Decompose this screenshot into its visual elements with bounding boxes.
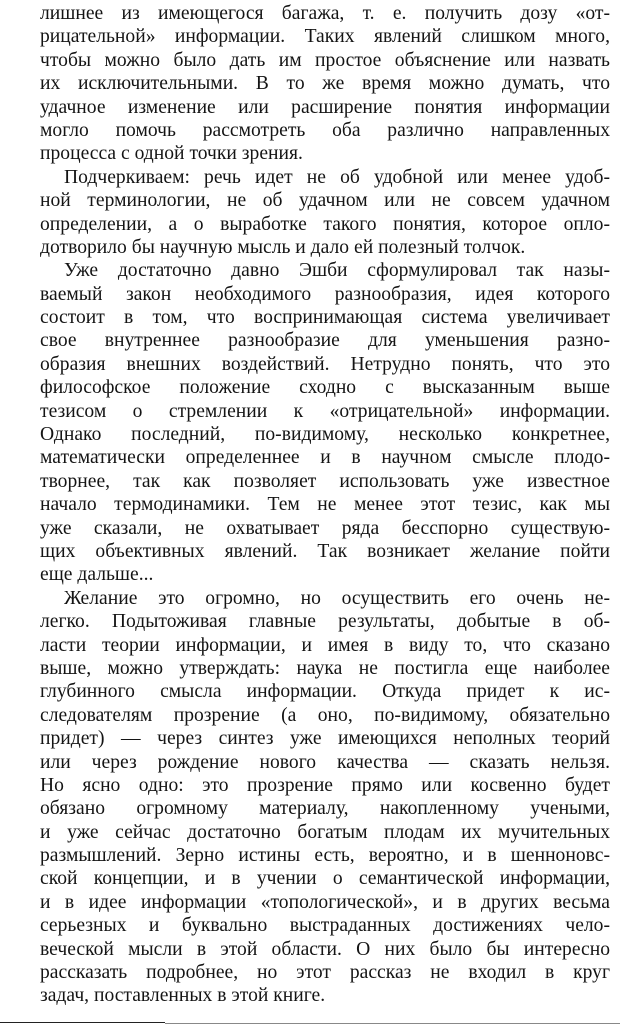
body-text (40, 2, 610, 1008)
text-line: чтобы можно было дать им простое объяснение или назвать (40, 49, 610, 71)
text-line: рицательной» информации. Таких явлений слишком много, (40, 26, 610, 48)
text-line: философское положение сходно с высказанным выше (40, 377, 610, 399)
text-line: определении, а о выработке такого понятия, которое опло- (40, 213, 610, 235)
text-line: ласти теории информации, и имея в виду то, что сказано (40, 634, 610, 656)
text-line: уже сказали, не охватывает ряда бесспорно существую- (40, 517, 610, 539)
text-line: процесса с одной точки зрения. (40, 143, 303, 165)
paragraph (40, 587, 610, 1008)
text-line: Желание это огромно, но осуществить его очень не- (64, 587, 610, 609)
text-line: обязано огромному материалу, накопленному учеными, (40, 798, 610, 820)
paragraph (40, 2, 610, 166)
text-line: выше, можно утверждать: наука не постигла еще наиболее (40, 657, 610, 679)
text-line: лишнее из имеющегося багажа, т. е. получить дозу «от- (40, 3, 610, 24)
text-line: следователям прозрение (а оно, по-видимому, обязательно (40, 704, 610, 726)
text-line: еще дальше... (40, 564, 154, 586)
text-line: размышлений. Зерно истины есть, вероятно, и в шенноновс- (40, 845, 610, 867)
text-line: Подчеркиваем: речь идет не об удобной или менее удоб- (64, 166, 610, 188)
text-line: дотворило бы научную мысль и дало ей полезный толчок. (40, 236, 526, 258)
text-line: тезисом о стремлении к «отрицательной» информации. (40, 400, 610, 422)
text-line: и уже сейчас достаточно богатым плодам их мучительных (40, 821, 610, 843)
paragraph (40, 166, 610, 260)
text-line: или через рождение нового качества — сказать нельзя. (40, 751, 610, 773)
text-line: ваемый закон необходимого разнообразия, идея которого (40, 283, 610, 305)
text-line: рассказать подробнее, но этот рассказ не входил в круг (40, 962, 610, 984)
paragraph (40, 259, 610, 586)
text-line: веческой мысли в этой области. О них было бы интересно (40, 938, 610, 960)
text-line: Однако последний, по-видимому, несколько конкретнее, (40, 424, 610, 446)
text-line: легко. Подытоживая главные результаты, добытые в об- (40, 611, 610, 633)
text-line: начало термодинамики. Тем не менее этот тезис, как мы (40, 494, 610, 516)
text-line: Уже достаточно давно Эшби сформулировал так назы- (64, 260, 610, 282)
text-line: творнее, так как позволяет использовать уже известное (40, 470, 610, 492)
bottom-rule (0, 1022, 165, 1023)
text-line: математически определеннее и в научном смысле плодо- (40, 447, 610, 469)
text-line: придет) — через синтез уже имеющихся неполных теорий (40, 728, 610, 750)
text-line: задач, поставленных в этой книге. (40, 985, 326, 1007)
text-line: ной терминологии, не об удачном или не совсем удачном (40, 190, 610, 212)
text-line: свое внутреннее разнообразие для уменьшения разно- (40, 330, 610, 352)
text-line: ской концепции, и в учении о семантической информации, (40, 868, 610, 890)
text-line: серьезных и буквально выстраданных достижениях чело- (40, 915, 610, 937)
text-line: их исключительными. В то же время можно думать, что (40, 73, 610, 95)
text-line: состоит в том, что воспринимающая система увеличивает (40, 307, 610, 329)
text-line: и в идее информации «топологической», и в других весьма (40, 891, 610, 913)
text-line: щих объективных явлений. Так возникает желание пойти (40, 540, 610, 562)
bottom-rule-faint (165, 1023, 620, 1024)
text-line: глубинного смысла информации. Откуда придет к ис- (40, 681, 610, 703)
text-line: могло помочь рассмотреть оба различно направленных (40, 119, 610, 141)
text-line: Но ясно одно: это прозрение прямо или косвенно будет (40, 774, 610, 796)
text-line: образия внешних воздействий. Нетрудно понять, что это (40, 353, 610, 375)
text-line: удачное изменение или расширение понятия информации (40, 96, 610, 118)
